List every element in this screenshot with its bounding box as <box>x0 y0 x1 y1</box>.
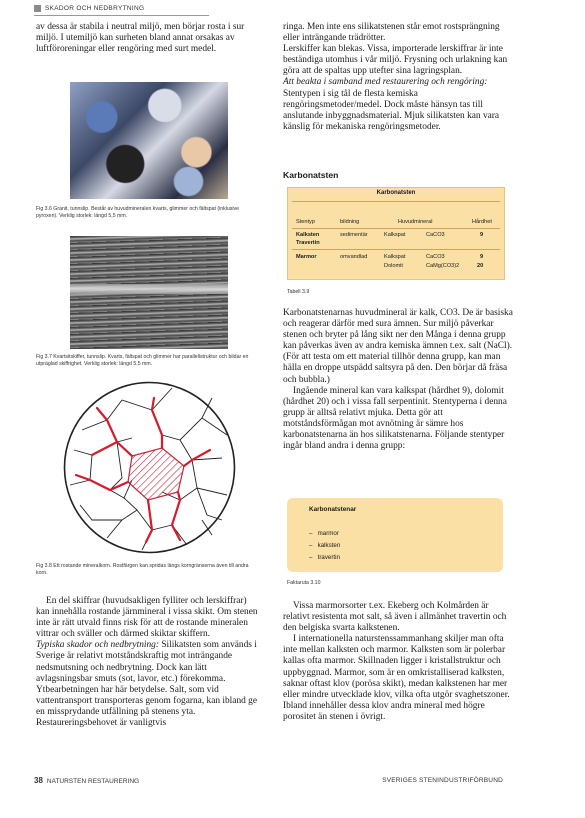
left-paragraph-2 <box>36 640 262 729</box>
list-item: – travertin <box>309 552 340 564</box>
right-paragraph-3 <box>283 77 515 132</box>
table-rule <box>292 249 500 250</box>
table-cell-hardhet: 9 <box>480 254 484 260</box>
right-paragraph-4: Karbonatstenarnas huvudmineral är kalk, CO3. De är basiska och reagerar därför med sura ämnen. Sur miljö påverkar stenen och bryter på lång sikt ner den Många i denna grupp kan påverkas även av andra kemiska ämnen t.ex. salt (NaCl). (För att testa om ett material tillhör denna grupp, kan man hälla en droppe utspädd saltsyra på den. Den börjar då fräsa och bubbla.) <box>283 308 513 385</box>
figure-caption-3-8: Fig 3.8 Ett rostande mineralkorn. Rostfärgen kan spridas längs korngränserna även till andra korn. <box>36 563 249 576</box>
karbonatsten-table <box>287 187 505 280</box>
right-paragraph-2: Lerskiffer kan blekas. Vissa, importerade lerskiffrar är inte beständiga utomhus i vår miljö. Frysning och urlakning kan göra att de spaltas upp utefter sina lagringsplan. <box>283 44 508 77</box>
right-paragraph-5: Ingående mineral kan vara kalkspat (hårdhet 9), dolomit (hårdhet 20) och i vissa fall serpentinit. Stentyperna i denna grupp är alltså relativt mjuka. Detta gör att motståndsförmågan mot avnötning är sämre hos karbonatstenarna än hos silikatstenarna. Följande stentyper ingår bland andra i denna grupp: <box>283 385 507 452</box>
table-header-stentyp: Stentyp <box>296 219 315 225</box>
footer-left <box>34 776 139 785</box>
figure-caption-3-6: Fig 3.6 Granit, tunnslip. Består av huvudmineralen kvarts, glimmer och fältspat (inklusive pyroxen). Verklig storlek: längd 5,5 mm. <box>36 206 239 219</box>
footer-publication: NATURSTEN RESTAURERING <box>46 778 140 785</box>
table-cell-formula: CaMg(CO3)2 <box>426 263 460 269</box>
table-header-bildning: bildning <box>340 219 360 225</box>
table-cell-travertin: Travertin <box>296 240 320 246</box>
table-cell-formula: CaCO3 <box>426 254 445 260</box>
right-bottom <box>283 601 515 723</box>
figure-quartzite-band <box>70 284 228 294</box>
running-header <box>34 5 144 12</box>
left-intro-text: av dessa är stabila i neutral miljö, men börjar rosta i sur miljö. I utemiljö kan surheten bland annat orsakas av luftföroreningar eller rengöring med surt medel. <box>36 22 245 55</box>
right-paragraph-6: Vissa marmorsorter t.ex. Ekeberg och Kolmården är relativt resistenta mot salt, så även i allmänhet travertin och den belgiska svarta kalkstenen. <box>283 601 507 634</box>
table-header-hardhet: Hårdhet <box>472 219 492 225</box>
table-cell-hardhet: 20 <box>477 263 484 269</box>
table-cell-marmor: Marmor <box>296 254 317 260</box>
table-rule <box>292 228 500 229</box>
header-section-title: SKADOR OCH NEDBRYTNING <box>45 5 145 12</box>
facts-box-caption: Faktaruta 3.10 <box>287 580 321 586</box>
facts-box-list <box>309 528 340 564</box>
facts-box <box>287 498 503 572</box>
table-cell-dolomit: Dolomit <box>384 263 403 269</box>
header-marker <box>34 5 41 12</box>
table-cell-formula: CaCO3 <box>426 232 445 238</box>
right-paragraph-1: ringa. Men inte ens silikatstenen står emot rostsprängning eller inträngande trädrötter. <box>283 22 500 44</box>
left-paragraph-2-text: Silikatsten som används i Sverige är relativt motståndskraftig mot inträngande nedsmutsning och nedbrytning. Dock kan lätt avlagsningsbar smuts (sot, lavor, etc.) förekomma. Ytbearbetningen har här betydelse. Salt, som vid vattentransport transporteras genom fogarna, kan ibland ge en missprydande utfällning på stenens yta. Restaureringsbehovet är vanligtvis <box>36 640 258 729</box>
table-cell-hardhet: 9 <box>480 232 484 238</box>
left-paragraph-2-lead: Typiska skador och nedbrytning: <box>36 640 159 651</box>
table-cell-omvandlad: omvandlad <box>340 254 368 260</box>
footer-publisher: SVERIGES STENINDUSTRIFÖRBUND <box>382 777 503 784</box>
figure-granite-photo <box>70 82 228 199</box>
table-cell-kalkspat: Kalkspat <box>384 232 406 238</box>
list-item: – marmor <box>309 528 340 540</box>
table-cell-kalksten: Kalksten <box>296 232 320 238</box>
table-header-huvudmineral: Huvudmineral <box>398 219 433 225</box>
header-rule <box>34 15 209 16</box>
left-paragraph-1: En del skiffrar (huvudsakligen fylliter och lerskiffrar) kan innehålla rostande järnmineral i vissa skikt. Om stenen inte är rätt utvald finns risk för att de rostande mineralen vittrar och sväller och därmed skiktar skiffern. <box>36 596 258 640</box>
figure-rusting-grain-diagram <box>62 380 237 555</box>
page-number: 38 <box>34 776 43 785</box>
right-paragraph-3-text: Stentypen i sig tål de flesta kemiska rengöringsmetoder/medel. Dock måste hänsyn tas till anslutande inbyggnadsmaterial. Mjuk silikatsten kan vara känslig för mekaniska rengöringsmetoder. <box>283 88 500 132</box>
list-item: – kalksten <box>309 540 340 552</box>
left-body <box>36 596 262 729</box>
figure-caption-3-7: Fig 3.7 Kvartsitskiffer, tunnslip. Kvarts, fältspat och glimmer har parallellstruktur och bildar en utpräglad skiffrighet. Verklig storlek: längd 5,5 mm. <box>36 354 249 367</box>
facts-box-title: Karbonatstenar <box>309 506 357 513</box>
right-paragraph-7: I internationella naturstenssammanhang skiljer man ofta inte mellan kalksten och marmor. Kalksten som är polerbar kallas ofta marmor. Skillnaden ligger i kristallstruktur och uppbyggnad. Marmor, som är en omkristalliserad kalksten, saknar oftast klov (porösa skikt), medan kalkstenen har mer eller mindre utvecklade klov, vilka ofta utgör svaghetszoner. Ibland innehåller dessa klov andra mineral med högre porositet än stenen i övrigt. <box>283 634 510 722</box>
table-cell-kalkspat: Kalkspat <box>384 254 406 260</box>
table-cell-sedimentar: sedimentär <box>340 232 368 238</box>
table-title: Karbonatsten <box>376 190 416 196</box>
right-mid <box>283 308 515 452</box>
table-rule <box>292 201 500 202</box>
table-caption: Tabell 3.9 <box>287 289 310 295</box>
section-title-karbonatsten: Karbonatsten <box>283 170 339 180</box>
left-intro <box>36 22 262 55</box>
right-paragraph-3-lead: Att beakta i samband med restaurering och rengöring: <box>283 77 488 88</box>
right-top <box>283 22 515 133</box>
